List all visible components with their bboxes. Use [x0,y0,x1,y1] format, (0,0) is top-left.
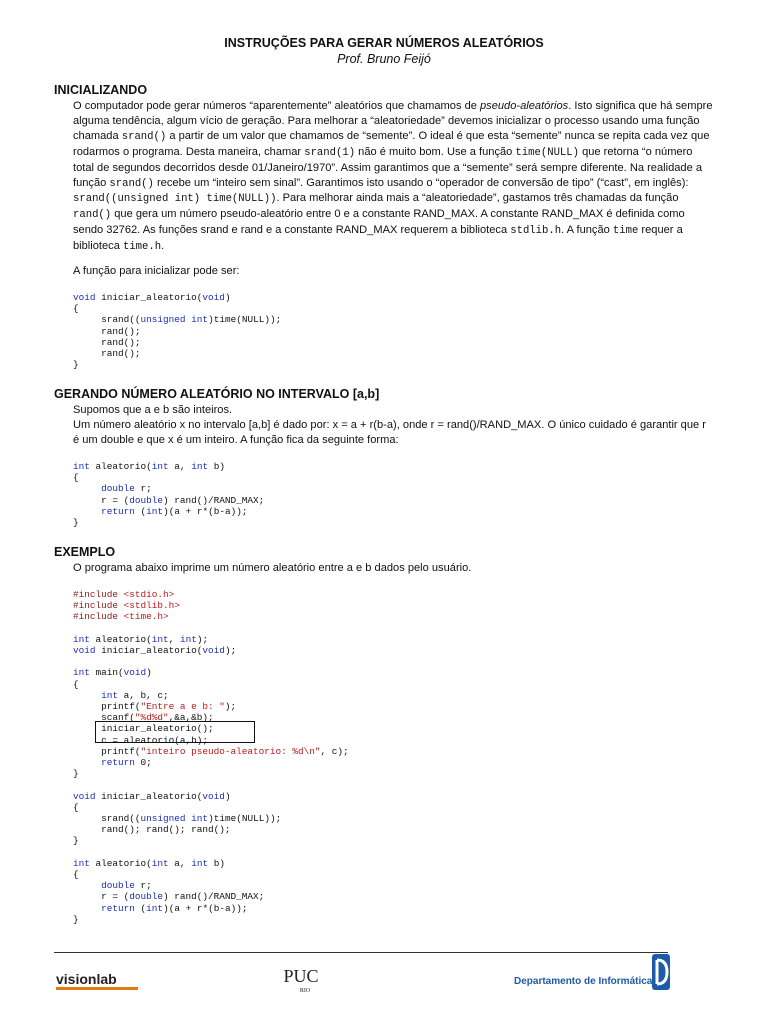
document-title: INSTRUÇÕES PARA GERAR NÚMEROS ALEATÓRIOS [224,36,544,50]
init-intro-text: A função para inicializar pode ser: [73,265,240,277]
svg-text:RIO: RIO [299,988,311,994]
init-paragraph: O computador pode gerar números “aparentemente” aleatórios que chamamos de pseudo-aleatórios. Isto significa que há sempre alguma tendência, algum vício de geração. Para melhorar a “aleatoriedade” devemos inicializar o processo usando uma função chamada srand() a partir de um valor que chamamos de “semente”. O ideal é que esta “semente” nunca se repita cada vez que rodarmos o programa. Desta maneira, chamar srand(1) não é muito bom. Use a função time(NULL) que retorna “o número total de segundos decorridos desde 01/Janeiro/1970”. Assim garantimos que a “semente” será sempre diferente. Na realidade a função srand() recebe um “inteiro sem sinal”. Garantimos isto usando o “operador de conversão de tipo” (“cast”, em inglês): srand((unsigned int) time(NULL)). Para melhorar ainda mais a “aleatoriedade”, gastamos três chamadas da função rand() que gera um número pseudo-aleatório entre 0 e a constante RAND_MAX. A constante RAND_MAX é definida como sendo 32762. As funções srand e rand e a constante RAND_MAX requerem a biblioteca stdlib.h. A função time requer a biblioteca time.h. [73,100,713,254]
code-block-example: #include <stdio.h> #include <stdlib.h> #include <time.h> int aleatorio(int, int); void iniciar_aleatorio(void); int main(void) { int a, b, c; printf("Entre a e b: "); scanf("%d%d",&a,&b); iniciar_aleatorio(); c = aleatorio(a,b); printf("inteiro pseudo-aleatorio: %d\n", c); return 0; } void iniciar_aleatorio(void) { srand((unsigned int)time(NULL)); rand(); rand(); rand(); } int aleatorio(int a, int b) { double r; r = (double) rand()/RAND_MAX; return (int)(a + r*(b-a)); } [73,589,349,925]
svg-text:visionlab: visionlab [56,971,117,987]
emphasis: pseudo-aleatórios [480,100,569,112]
visionlab-logo [54,964,144,994]
document-author: Prof. Bruno Feijó [337,52,431,66]
inline-code: stdlib.h [510,225,562,238]
range-paragraph-2: Um número aleatório x no intervalo [a,b] é dado por: x = a + r(b-a), onde r = rand()/RAND_MAX. O único cuidado é garantir que r é um double e que x é um inteiro. A função fica da seguinte forma: [73,419,706,446]
inline-code: time(NULL) [515,146,579,159]
range-paragraph-1: Supomos que a e b são inteiros. [73,404,233,416]
code-block-init: void iniciar_aleatorio(void) { srand((unsigned int)time(NULL)); rand(); rand(); rand(); } [73,292,282,371]
section-heading-range: GERANDO NÚMERO ALEATÓRIO NO INTERVALO [a,b] [54,387,380,401]
svg-text:PUC: PUC [283,966,319,986]
section-heading-example: EXEMPLO [54,545,116,559]
inline-code: srand((unsigned int) time(NULL)) [73,193,277,206]
section-heading-init: INICIALIZANDO [54,83,148,97]
inline-code: srand(1) [304,146,356,159]
inline-code: srand() [121,130,167,143]
example-paragraph: O programa abaixo imprime um número aleatório entre a e b dados pelo usuário. [73,562,472,574]
inline-code: rand() [73,209,112,222]
department-label: Departamento de Informática [514,976,653,987]
code-block-range: int aleatorio(int a, int b) { double r; r = (double) rand()/RAND_MAX; return (int)(a + r*(b-a)); } [73,461,265,529]
puc-rio-logo [280,962,322,994]
footer-divider [54,952,668,953]
inline-code: time.h [122,241,162,254]
highlight-box [95,721,255,743]
inline-code: srand() [109,177,154,190]
department-logo [648,952,674,992]
inline-code: time [612,225,639,238]
